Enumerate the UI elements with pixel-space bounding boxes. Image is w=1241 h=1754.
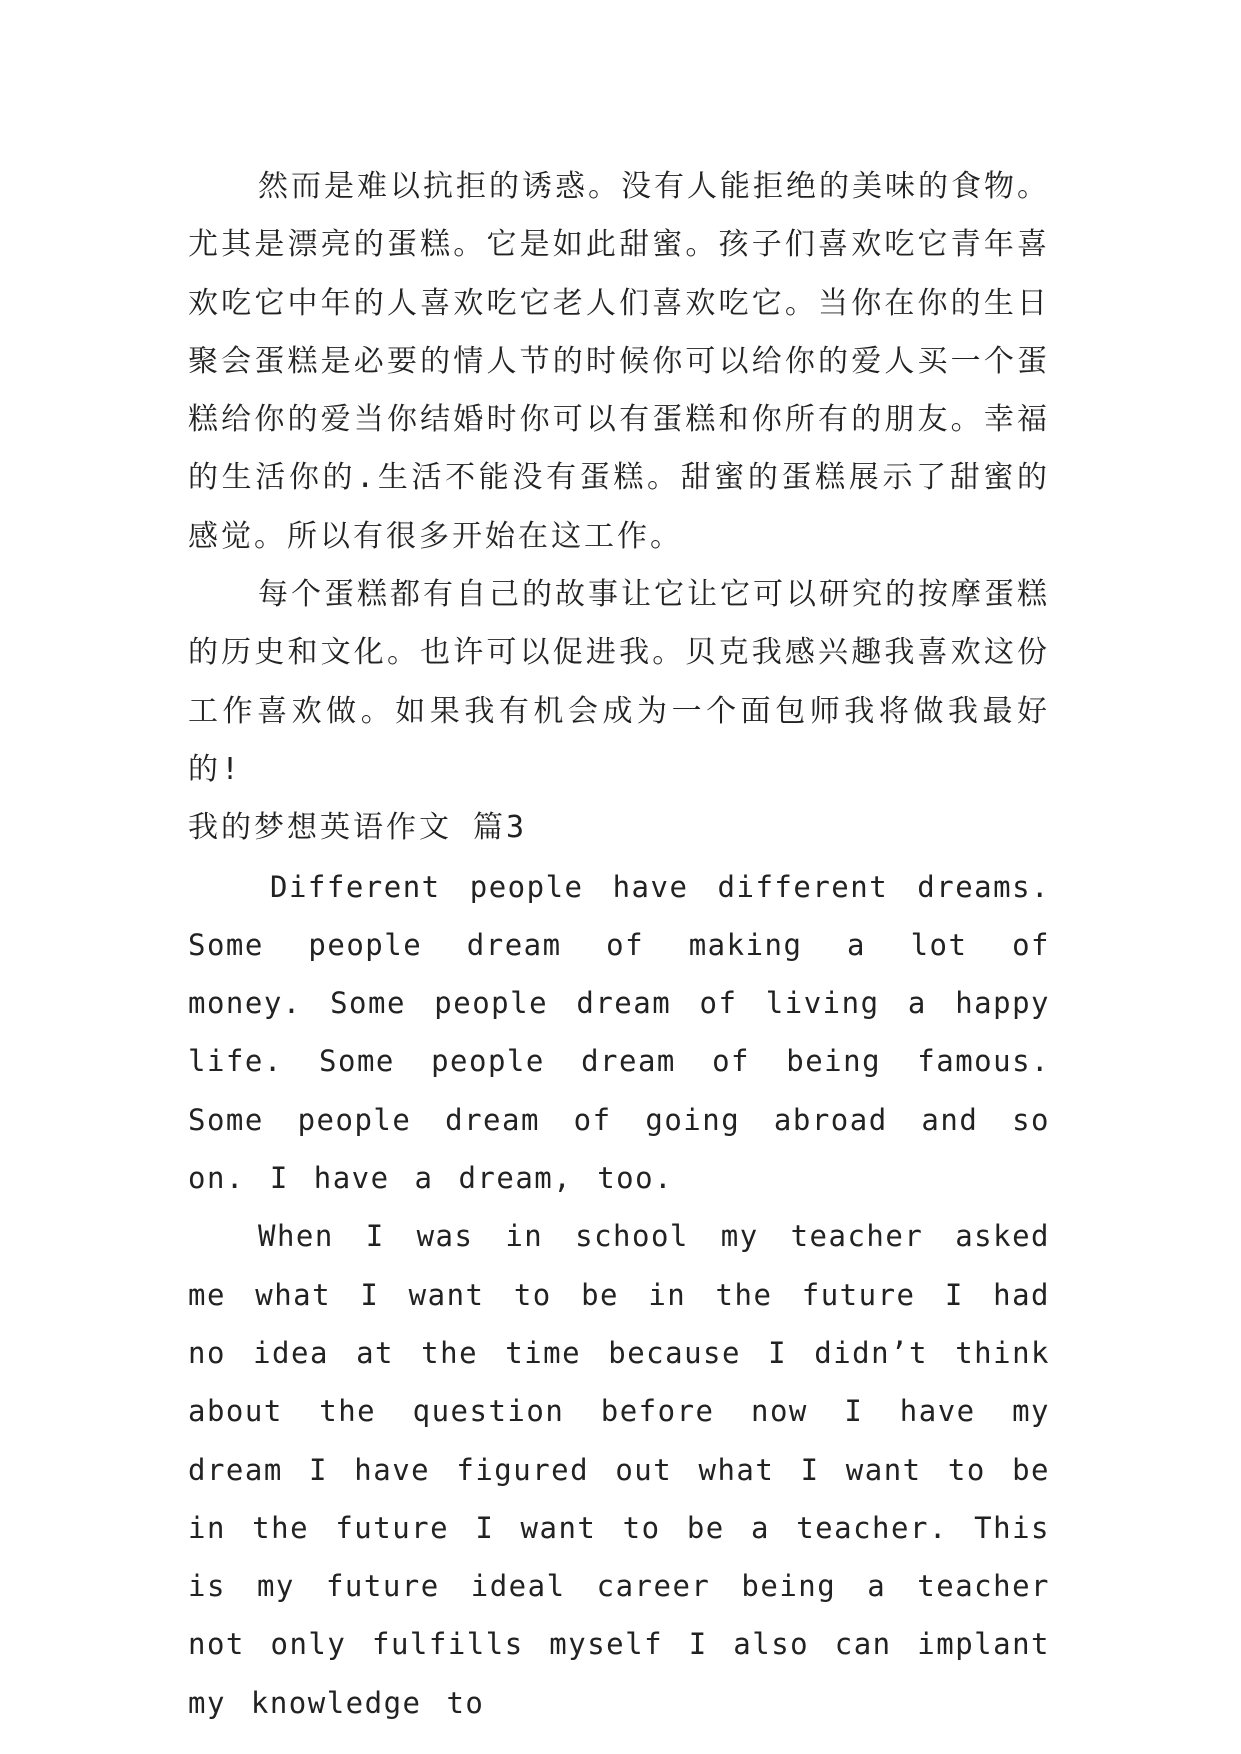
paragraph-teacher-dream: When I was in school my teacher asked me what I want to be in the future I had no idea at the time because I didn’t think about the question before now I have my dream I have figured out what I want to be in the future I want to be a teacher. This is my future ideal career being a teacher not only fulfills myself I also can implant my knowledge to [188, 1219, 1050, 1720]
section-heading: 我的梦想英语作文 篇3 [188, 810, 528, 846]
paragraph-cake-story: 每个蛋糕都有自己的故事让它让它可以研究的按摩蛋糕的历史和文化。也许可以促进我。贝克我感兴趣我喜欢这份工作喜欢做。如果我有机会成为一个面包师我将做我最好的! [188, 577, 1050, 787]
paragraph-different-dreams: Different people have different dreams. Some people dream of making a lot of money. Some people dream of living a happy life. Some people dream of being famous. Some people dream of going abroad and so on. I have a dream, too. [188, 869, 1050, 1196]
document-body [188, 158, 1050, 1732]
paragraph-cake-temptation: 然而是难以抗拒的诱惑。没有人能拒绝的美味的食物。尤其是漂亮的蛋糕。它是如此甜蜜。孩子们喜欢吃它青年喜欢吃它中年的人喜欢吃它老人们喜欢吃它。当你在你的生日聚会蛋糕是必要的情人节的时候你可以给你的爱人买一个蛋糕给你的爱当你结婚时你可以有蛋糕和你所有的朋友。幸福的生活你的.生活不能没有蛋糕。甜蜜的蛋糕展示了甜蜜的感觉。所以有很多开始在这工作。 [188, 169, 1050, 554]
